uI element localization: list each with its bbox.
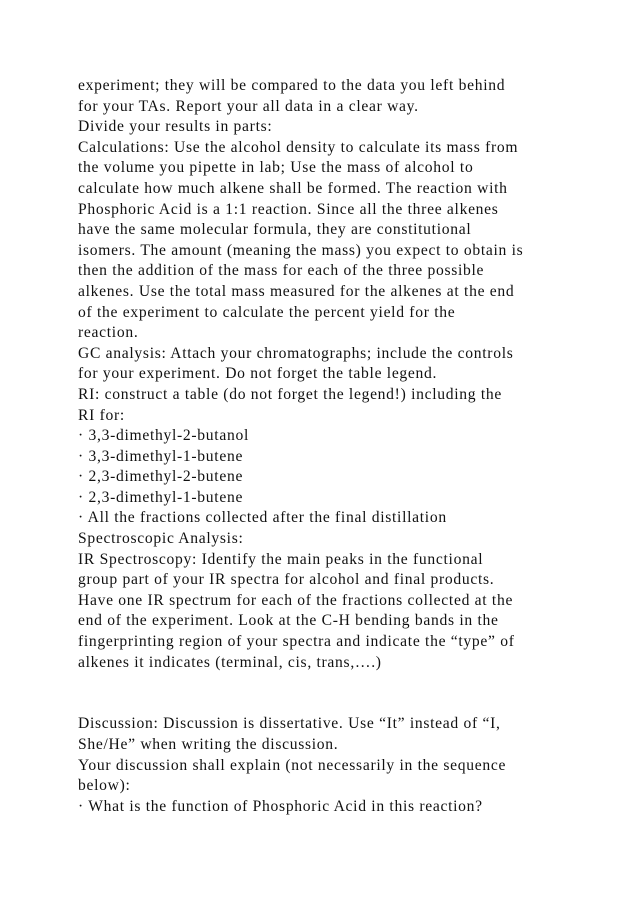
text-line: GC analysis: Attach your chromatographs; include the controls <box>78 344 514 362</box>
text-line: for your TAs. Report your all data in a clear way. <box>78 97 419 115</box>
list-item: · 3,3-dimethyl-1-butene <box>78 447 244 465</box>
blank-line <box>78 673 578 694</box>
text-line: RI for: <box>78 406 125 424</box>
text-line: below): <box>78 777 131 795</box>
text-line: then the addition of the mass for each of the three possible <box>78 262 485 280</box>
text-line: alkenes it indicates (terminal, cis, trans,….) <box>78 653 382 671</box>
text-line: Discussion: Discussion is dissertative. Use “It” instead of “I, <box>78 715 501 733</box>
text-line: Divide your results in parts: <box>78 118 273 136</box>
text-line: reaction. <box>78 324 139 342</box>
text-line: calculate how much alkene shall be formed. The reaction with <box>78 179 508 197</box>
list-item: · 2,3-dimethyl-2-butene <box>78 468 244 486</box>
text-line: Calculations: Use the alcohol density to calculate its mass from <box>78 138 519 156</box>
text-line: Phosphoric Acid is a 1:1 reaction. Since all the three alkenes <box>78 200 499 218</box>
text-line: Spectroscopic Analysis: <box>78 530 244 548</box>
text-line: the volume you pipette in lab; Use the mass of alcohol to <box>78 159 474 177</box>
list-item: · All the fractions collected after the final distillation <box>78 509 447 527</box>
text-line: group part of your IR spectra for alcohol and final products. <box>78 571 495 589</box>
text-line: IR Spectroscopy: Identify the main peaks in the functional <box>78 550 484 568</box>
text-line: have the same molecular formula, they are constitutional <box>78 221 472 239</box>
text-line: for your experiment. Do not forget the table legend. <box>78 365 438 383</box>
text-line: fingerprinting region of your spectra and indicate the “type” of <box>78 633 515 651</box>
document-body <box>78 76 578 817</box>
text-line: Have one IR spectrum for each of the fractions collected at the <box>78 591 514 609</box>
list-item: · 2,3-dimethyl-1-butene <box>78 488 244 506</box>
text-line: experiment; they will be compared to the data you left behind <box>78 77 506 94</box>
text-line: alkenes. Use the total mass measured for the alkenes at the end <box>78 282 515 300</box>
blank-line <box>78 694 578 715</box>
text-line: end of the experiment. Look at the C-H bending bands in the <box>78 612 499 630</box>
text-line: isomers. The amount (meaning the mass) you expect to obtain is <box>78 241 524 259</box>
list-item: · 3,3-dimethyl-2-butanol <box>78 427 249 445</box>
text-line: She/He” when writing the discussion. <box>78 736 339 753</box>
list-item: · What is the function of Phosphoric Acid in this reaction? <box>78 797 483 815</box>
text-line: RI: construct a table (do not forget the legend!) including the <box>78 385 503 403</box>
text-line: of the experiment to calculate the percent yield for the <box>78 303 456 321</box>
text-line: Your discussion shall explain (not necessarily in the sequence <box>78 756 507 774</box>
